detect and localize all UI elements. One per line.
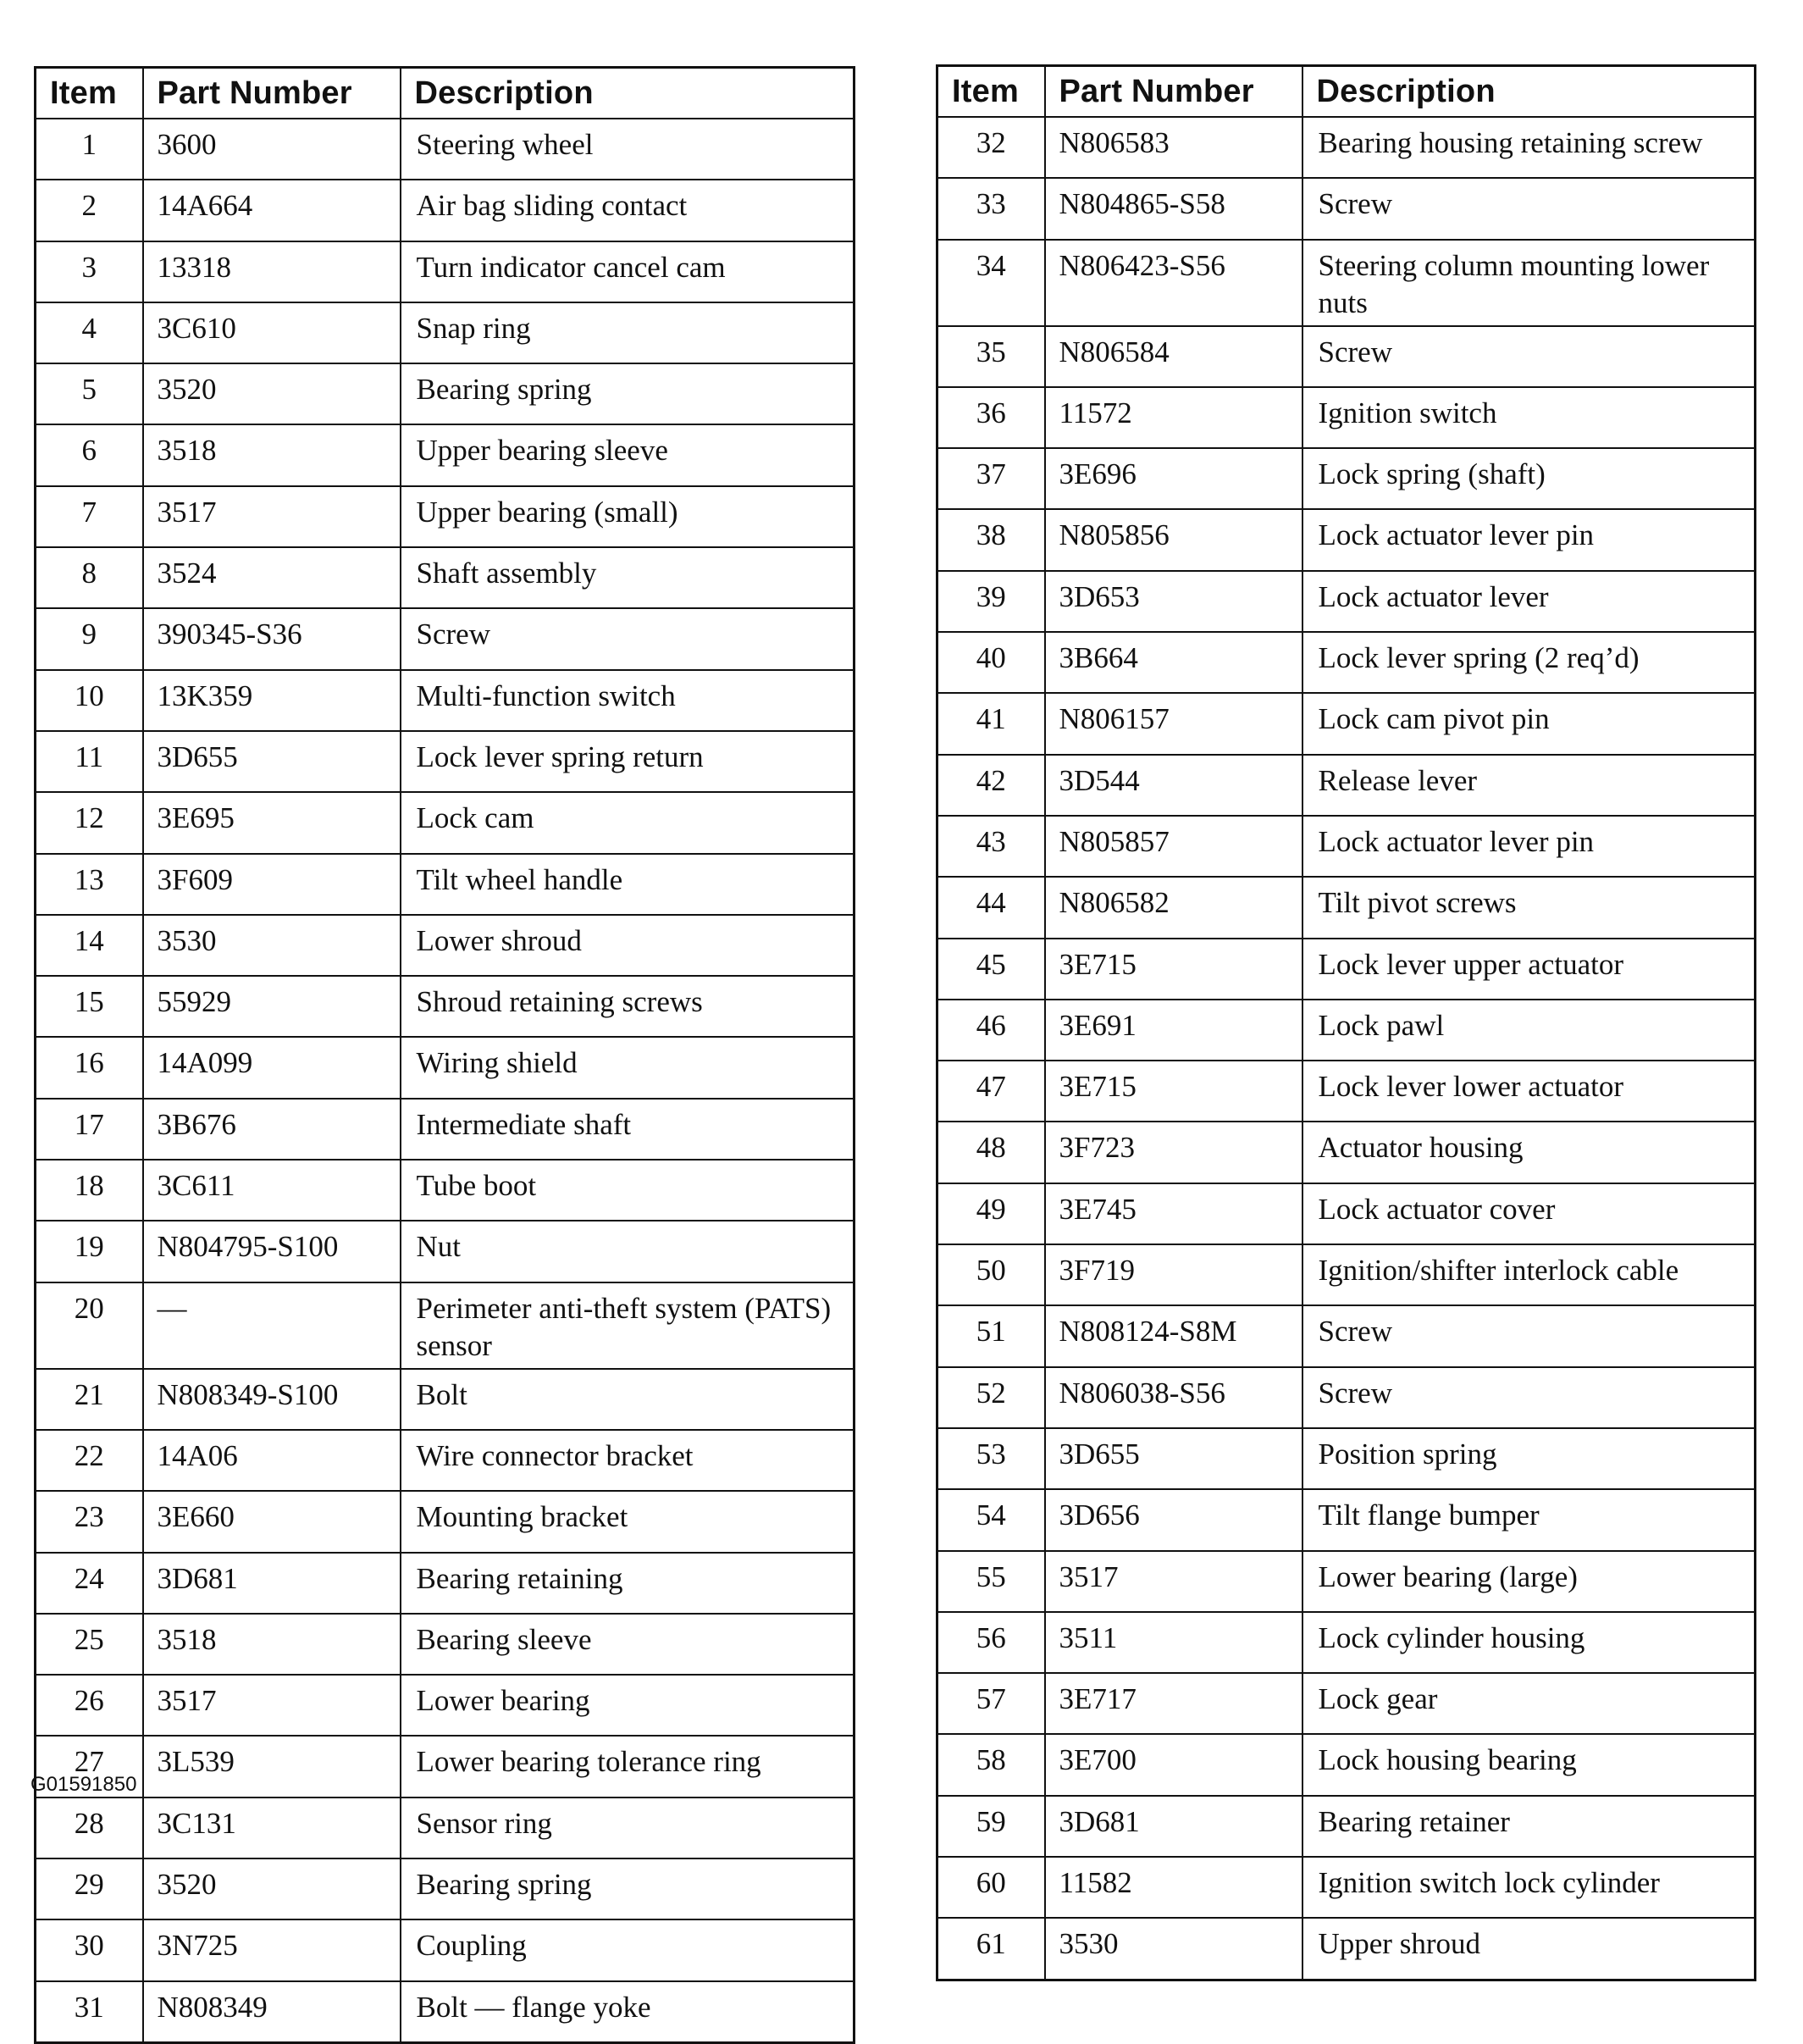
part-number-cell: 3D544: [1045, 755, 1302, 816]
table-row: [36, 424, 854, 485]
table-row: [36, 119, 854, 180]
table-row: [937, 1612, 1756, 1673]
description-cell: Intermediate shaft: [401, 1099, 854, 1160]
item-cell: 52: [937, 1367, 1045, 1428]
description-cell: Bearing spring: [401, 363, 854, 424]
part-number-cell: 3517: [1045, 1551, 1302, 1612]
part-number-cell: N806157: [1045, 693, 1302, 754]
table-row: [937, 755, 1756, 816]
description-cell: Position spring: [1302, 1428, 1756, 1489]
part-number-cell: 3E717: [1045, 1673, 1302, 1734]
part-number-cell: 3520: [143, 363, 401, 424]
part-number-cell: 3E715: [1045, 1061, 1302, 1122]
description-cell: Upper bearing sleeve: [401, 424, 854, 485]
part-number-cell: 3518: [143, 424, 401, 485]
item-cell: 4: [36, 302, 143, 363]
table-row: [937, 1551, 1756, 1612]
part-number-cell: 13K359: [143, 670, 401, 731]
item-cell: 22: [36, 1430, 143, 1491]
description-cell: Bolt: [401, 1369, 854, 1430]
item-cell: 15: [36, 976, 143, 1037]
description-cell: Lock cam: [401, 792, 854, 853]
table-row: [36, 363, 854, 424]
table-row: [36, 1491, 854, 1552]
description-cell: Air bag sliding contact: [401, 180, 854, 241]
item-cell: 46: [937, 1000, 1045, 1061]
description-cell: Wiring shield: [401, 1037, 854, 1098]
table-row: [937, 877, 1756, 938]
table-row: [937, 117, 1756, 178]
part-number-cell: 3B664: [1045, 632, 1302, 693]
description-cell: Bearing retaining: [401, 1553, 854, 1614]
part-number-cell: N804865-S58: [1045, 178, 1302, 239]
item-cell: 28: [36, 1798, 143, 1858]
item-cell: 44: [937, 877, 1045, 938]
table-row: [937, 1305, 1756, 1366]
table-row: [937, 1857, 1756, 1918]
part-number-cell: 3C131: [143, 1798, 401, 1858]
parts-table-left-body: [36, 119, 854, 2042]
item-cell: 24: [36, 1553, 143, 1614]
description-cell: Nut: [401, 1221, 854, 1282]
part-number-cell: 3B676: [143, 1099, 401, 1160]
table-row: [937, 1061, 1756, 1122]
description-cell: Perimeter anti-theft system (PATS) sensor: [401, 1282, 854, 1369]
description-cell: Tilt pivot screws: [1302, 877, 1756, 938]
table-row: [937, 816, 1756, 877]
table-row: [937, 178, 1756, 239]
item-cell: 16: [36, 1037, 143, 1098]
item-cell: 18: [36, 1160, 143, 1221]
item-cell: 2: [36, 180, 143, 241]
description-cell: Mounting bracket: [401, 1491, 854, 1552]
description-cell: Lock spring (shaft): [1302, 448, 1756, 509]
part-number-cell: 3C611: [143, 1160, 401, 1221]
table-row: [36, 1430, 854, 1491]
table-row: [36, 1221, 854, 1282]
table-row: [36, 1919, 854, 1980]
part-number-cell: 3E695: [143, 792, 401, 853]
table-row: [937, 509, 1756, 570]
item-cell: 31: [36, 1981, 143, 2043]
table-row: [36, 854, 854, 915]
item-cell: 58: [937, 1734, 1045, 1795]
header-description: Description: [401, 68, 854, 119]
part-number-cell: 3N725: [143, 1919, 401, 1980]
table-row: [937, 1673, 1756, 1734]
part-number-cell: 3530: [1045, 1918, 1302, 1980]
description-cell: Bolt — flange yoke: [401, 1981, 854, 2043]
item-cell: 27: [36, 1736, 143, 1797]
description-cell: Ignition/shifter interlock cable: [1302, 1244, 1756, 1305]
item-cell: 34: [937, 240, 1045, 326]
description-cell: Lock actuator lever: [1302, 571, 1756, 632]
description-cell: Bearing housing retaining screw: [1302, 117, 1756, 178]
item-cell: 60: [937, 1857, 1045, 1918]
header-part-number: Part Number: [143, 68, 401, 119]
part-number-cell: 55929: [143, 976, 401, 1037]
description-cell: Tilt flange bumper: [1302, 1489, 1756, 1550]
table-row: [36, 1037, 854, 1098]
part-number-cell: 14A099: [143, 1037, 401, 1098]
table-row: [36, 1282, 854, 1369]
part-number-cell: 14A06: [143, 1430, 401, 1491]
item-cell: 45: [937, 939, 1045, 1000]
description-cell: Tilt wheel handle: [401, 854, 854, 915]
description-cell: Tube boot: [401, 1160, 854, 1221]
description-cell: Bearing sleeve: [401, 1614, 854, 1675]
table-row: [36, 608, 854, 669]
table-row: [36, 486, 854, 547]
part-number-cell: 3F609: [143, 854, 401, 915]
part-number-cell: 3511: [1045, 1612, 1302, 1673]
item-cell: 17: [36, 1099, 143, 1160]
part-number-cell: 3E696: [1045, 448, 1302, 509]
item-cell: 39: [937, 571, 1045, 632]
description-cell: Upper bearing (small): [401, 486, 854, 547]
item-cell: 43: [937, 816, 1045, 877]
part-number-cell: 3F719: [1045, 1244, 1302, 1305]
item-cell: 10: [36, 670, 143, 731]
part-number-cell: 3D653: [1045, 571, 1302, 632]
item-cell: 23: [36, 1491, 143, 1552]
description-cell: Lock housing bearing: [1302, 1734, 1756, 1795]
item-cell: 12: [36, 792, 143, 853]
item-cell: 50: [937, 1244, 1045, 1305]
description-cell: Turn indicator cancel cam: [401, 241, 854, 302]
item-cell: 11: [36, 731, 143, 792]
table-row: [937, 240, 1756, 326]
table-row: [36, 1553, 854, 1614]
table-row: [36, 915, 854, 976]
part-number-cell: 390345-S36: [143, 608, 401, 669]
description-cell: Ignition switch: [1302, 387, 1756, 448]
table-row: [36, 1981, 854, 2043]
description-cell: Bearing retainer: [1302, 1796, 1756, 1857]
table-row: [937, 1000, 1756, 1061]
item-cell: 20: [36, 1282, 143, 1369]
part-number-cell: 3D655: [143, 731, 401, 792]
description-cell: Shaft assembly: [401, 547, 854, 608]
part-number-cell: N806582: [1045, 877, 1302, 938]
item-cell: 8: [36, 547, 143, 608]
part-number-cell: 3E691: [1045, 1000, 1302, 1061]
table-row: [937, 1183, 1756, 1244]
item-cell: 30: [36, 1919, 143, 1980]
part-number-cell: 3D681: [143, 1553, 401, 1614]
part-number-cell: 3C610: [143, 302, 401, 363]
description-cell: Steering column mounting lower nuts: [1302, 240, 1756, 326]
item-cell: 32: [937, 117, 1045, 178]
header-description: Description: [1302, 66, 1756, 118]
item-cell: 25: [36, 1614, 143, 1675]
part-number-cell: 3D656: [1045, 1489, 1302, 1550]
table-row: [937, 939, 1756, 1000]
part-number-cell: N805856: [1045, 509, 1302, 570]
item-cell: 3: [36, 241, 143, 302]
table-row: [36, 1369, 854, 1430]
description-cell: Lock cam pivot pin: [1302, 693, 1756, 754]
table-row: [937, 1244, 1756, 1305]
part-number-cell: N806038-S56: [1045, 1367, 1302, 1428]
table-row: [937, 448, 1756, 509]
table-row: [937, 1367, 1756, 1428]
item-cell: 49: [937, 1183, 1045, 1244]
item-cell: 38: [937, 509, 1045, 570]
table-row: [36, 1858, 854, 1919]
item-cell: 29: [36, 1858, 143, 1919]
item-cell: 37: [937, 448, 1045, 509]
table-row: [36, 547, 854, 608]
table-row: [937, 1122, 1756, 1183]
item-cell: 42: [937, 755, 1045, 816]
header-item: Item: [36, 68, 143, 119]
part-number-cell: N804795-S100: [143, 1221, 401, 1282]
figure-code: G01591850: [30, 1773, 137, 1796]
table-row: [36, 731, 854, 792]
header-row: [36, 68, 854, 119]
part-number-cell: 3524: [143, 547, 401, 608]
description-cell: Lower bearing: [401, 1675, 854, 1736]
item-cell: 5: [36, 363, 143, 424]
description-cell: Bearing spring: [401, 1858, 854, 1919]
item-cell: 51: [937, 1305, 1045, 1366]
description-cell: Lower bearing tolerance ring: [401, 1736, 854, 1797]
parts-table-right: [936, 64, 1756, 1981]
table-row: [36, 1675, 854, 1736]
description-cell: Lock gear: [1302, 1673, 1756, 1734]
description-cell: Release lever: [1302, 755, 1756, 816]
header-item: Item: [937, 66, 1045, 118]
part-number-cell: N806423-S56: [1045, 240, 1302, 326]
part-number-cell: 3518: [143, 1614, 401, 1675]
item-cell: 36: [937, 387, 1045, 448]
description-cell: Lock pawl: [1302, 1000, 1756, 1061]
table-row: [937, 1734, 1756, 1795]
item-cell: 26: [36, 1675, 143, 1736]
part-number-cell: 3E715: [1045, 939, 1302, 1000]
item-cell: 53: [937, 1428, 1045, 1489]
table-row: [937, 1428, 1756, 1489]
table-row: [937, 693, 1756, 754]
part-number-cell: 14A664: [143, 180, 401, 241]
item-cell: 57: [937, 1673, 1045, 1734]
part-number-cell: 3517: [143, 486, 401, 547]
part-number-cell: N808349: [143, 1981, 401, 2043]
item-cell: 14: [36, 915, 143, 976]
description-cell: Lock actuator lever pin: [1302, 816, 1756, 877]
description-cell: Steering wheel: [401, 119, 854, 180]
item-cell: 6: [36, 424, 143, 485]
table-row: [937, 387, 1756, 448]
part-number-cell: 3E700: [1045, 1734, 1302, 1795]
description-cell: Sensor ring: [401, 1798, 854, 1858]
table-row: [36, 180, 854, 241]
table-row: [36, 1614, 854, 1675]
item-cell: 40: [937, 632, 1045, 693]
description-cell: Screw: [1302, 178, 1756, 239]
item-cell: 9: [36, 608, 143, 669]
part-number-cell: 3520: [143, 1858, 401, 1919]
table-row: [36, 302, 854, 363]
table-row: [937, 632, 1756, 693]
description-cell: Shroud retaining screws: [401, 976, 854, 1037]
item-cell: 48: [937, 1122, 1045, 1183]
description-cell: Lock actuator lever pin: [1302, 509, 1756, 570]
description-cell: Screw: [1302, 326, 1756, 387]
part-number-cell: 3530: [143, 915, 401, 976]
parts-table-left: [34, 66, 855, 2044]
table-row: [36, 1160, 854, 1221]
table-row: [937, 571, 1756, 632]
description-cell: Multi-function switch: [401, 670, 854, 731]
item-cell: 54: [937, 1489, 1045, 1550]
part-number-cell: 3E745: [1045, 1183, 1302, 1244]
table-row: [937, 1918, 1756, 1980]
item-cell: 13: [36, 854, 143, 915]
description-cell: Wire connector bracket: [401, 1430, 854, 1491]
part-number-cell: 3600: [143, 119, 401, 180]
description-cell: Lower bearing (large): [1302, 1551, 1756, 1612]
part-number-cell: —: [143, 1282, 401, 1369]
part-number-cell: 11582: [1045, 1857, 1302, 1918]
description-cell: Screw: [401, 608, 854, 669]
table-row: [36, 670, 854, 731]
description-cell: Screw: [1302, 1305, 1756, 1366]
table-row: [937, 1796, 1756, 1857]
part-number-cell: N808349-S100: [143, 1369, 401, 1430]
table-row: [36, 976, 854, 1037]
item-cell: 1: [36, 119, 143, 180]
table-row: [937, 1489, 1756, 1550]
part-number-cell: 11572: [1045, 387, 1302, 448]
item-cell: 55: [937, 1551, 1045, 1612]
description-cell: Lock lever upper actuator: [1302, 939, 1756, 1000]
part-number-cell: 3L539: [143, 1736, 401, 1797]
table-row: [36, 1736, 854, 1797]
description-cell: Lock lever lower actuator: [1302, 1061, 1756, 1122]
part-number-cell: 13318: [143, 241, 401, 302]
item-cell: 35: [937, 326, 1045, 387]
table-row: [36, 1099, 854, 1160]
table-row: [937, 326, 1756, 387]
description-cell: Lock lever spring (2 req’d): [1302, 632, 1756, 693]
description-cell: Lock actuator cover: [1302, 1183, 1756, 1244]
item-cell: 59: [937, 1796, 1045, 1857]
description-cell: Snap ring: [401, 302, 854, 363]
part-number-cell: 3D681: [1045, 1796, 1302, 1857]
description-cell: Upper shroud: [1302, 1918, 1756, 1980]
parts-table-right-body: [937, 117, 1756, 1980]
item-cell: 56: [937, 1612, 1045, 1673]
description-cell: Actuator housing: [1302, 1122, 1756, 1183]
part-number-cell: 3D655: [1045, 1428, 1302, 1489]
part-number-cell: N806584: [1045, 326, 1302, 387]
item-cell: 61: [937, 1918, 1045, 1980]
header-part-number: Part Number: [1045, 66, 1302, 118]
table-row: [36, 1798, 854, 1858]
table-row: [36, 241, 854, 302]
part-number-cell: 3517: [143, 1675, 401, 1736]
item-cell: 7: [36, 486, 143, 547]
description-cell: Lower shroud: [401, 915, 854, 976]
part-number-cell: N808124-S8M: [1045, 1305, 1302, 1366]
item-cell: 21: [36, 1369, 143, 1430]
description-cell: Coupling: [401, 1919, 854, 1980]
description-cell: Lock cylinder housing: [1302, 1612, 1756, 1673]
item-cell: 33: [937, 178, 1045, 239]
part-number-cell: 3E660: [143, 1491, 401, 1552]
description-cell: Ignition switch lock cylinder: [1302, 1857, 1756, 1918]
part-number-cell: 3F723: [1045, 1122, 1302, 1183]
item-cell: 47: [937, 1061, 1045, 1122]
description-cell: Screw: [1302, 1367, 1756, 1428]
item-cell: 19: [36, 1221, 143, 1282]
description-cell: Lock lever spring return: [401, 731, 854, 792]
header-row: [937, 66, 1756, 118]
item-cell: 41: [937, 693, 1045, 754]
table-row: [36, 792, 854, 853]
part-number-cell: N805857: [1045, 816, 1302, 877]
part-number-cell: N806583: [1045, 117, 1302, 178]
